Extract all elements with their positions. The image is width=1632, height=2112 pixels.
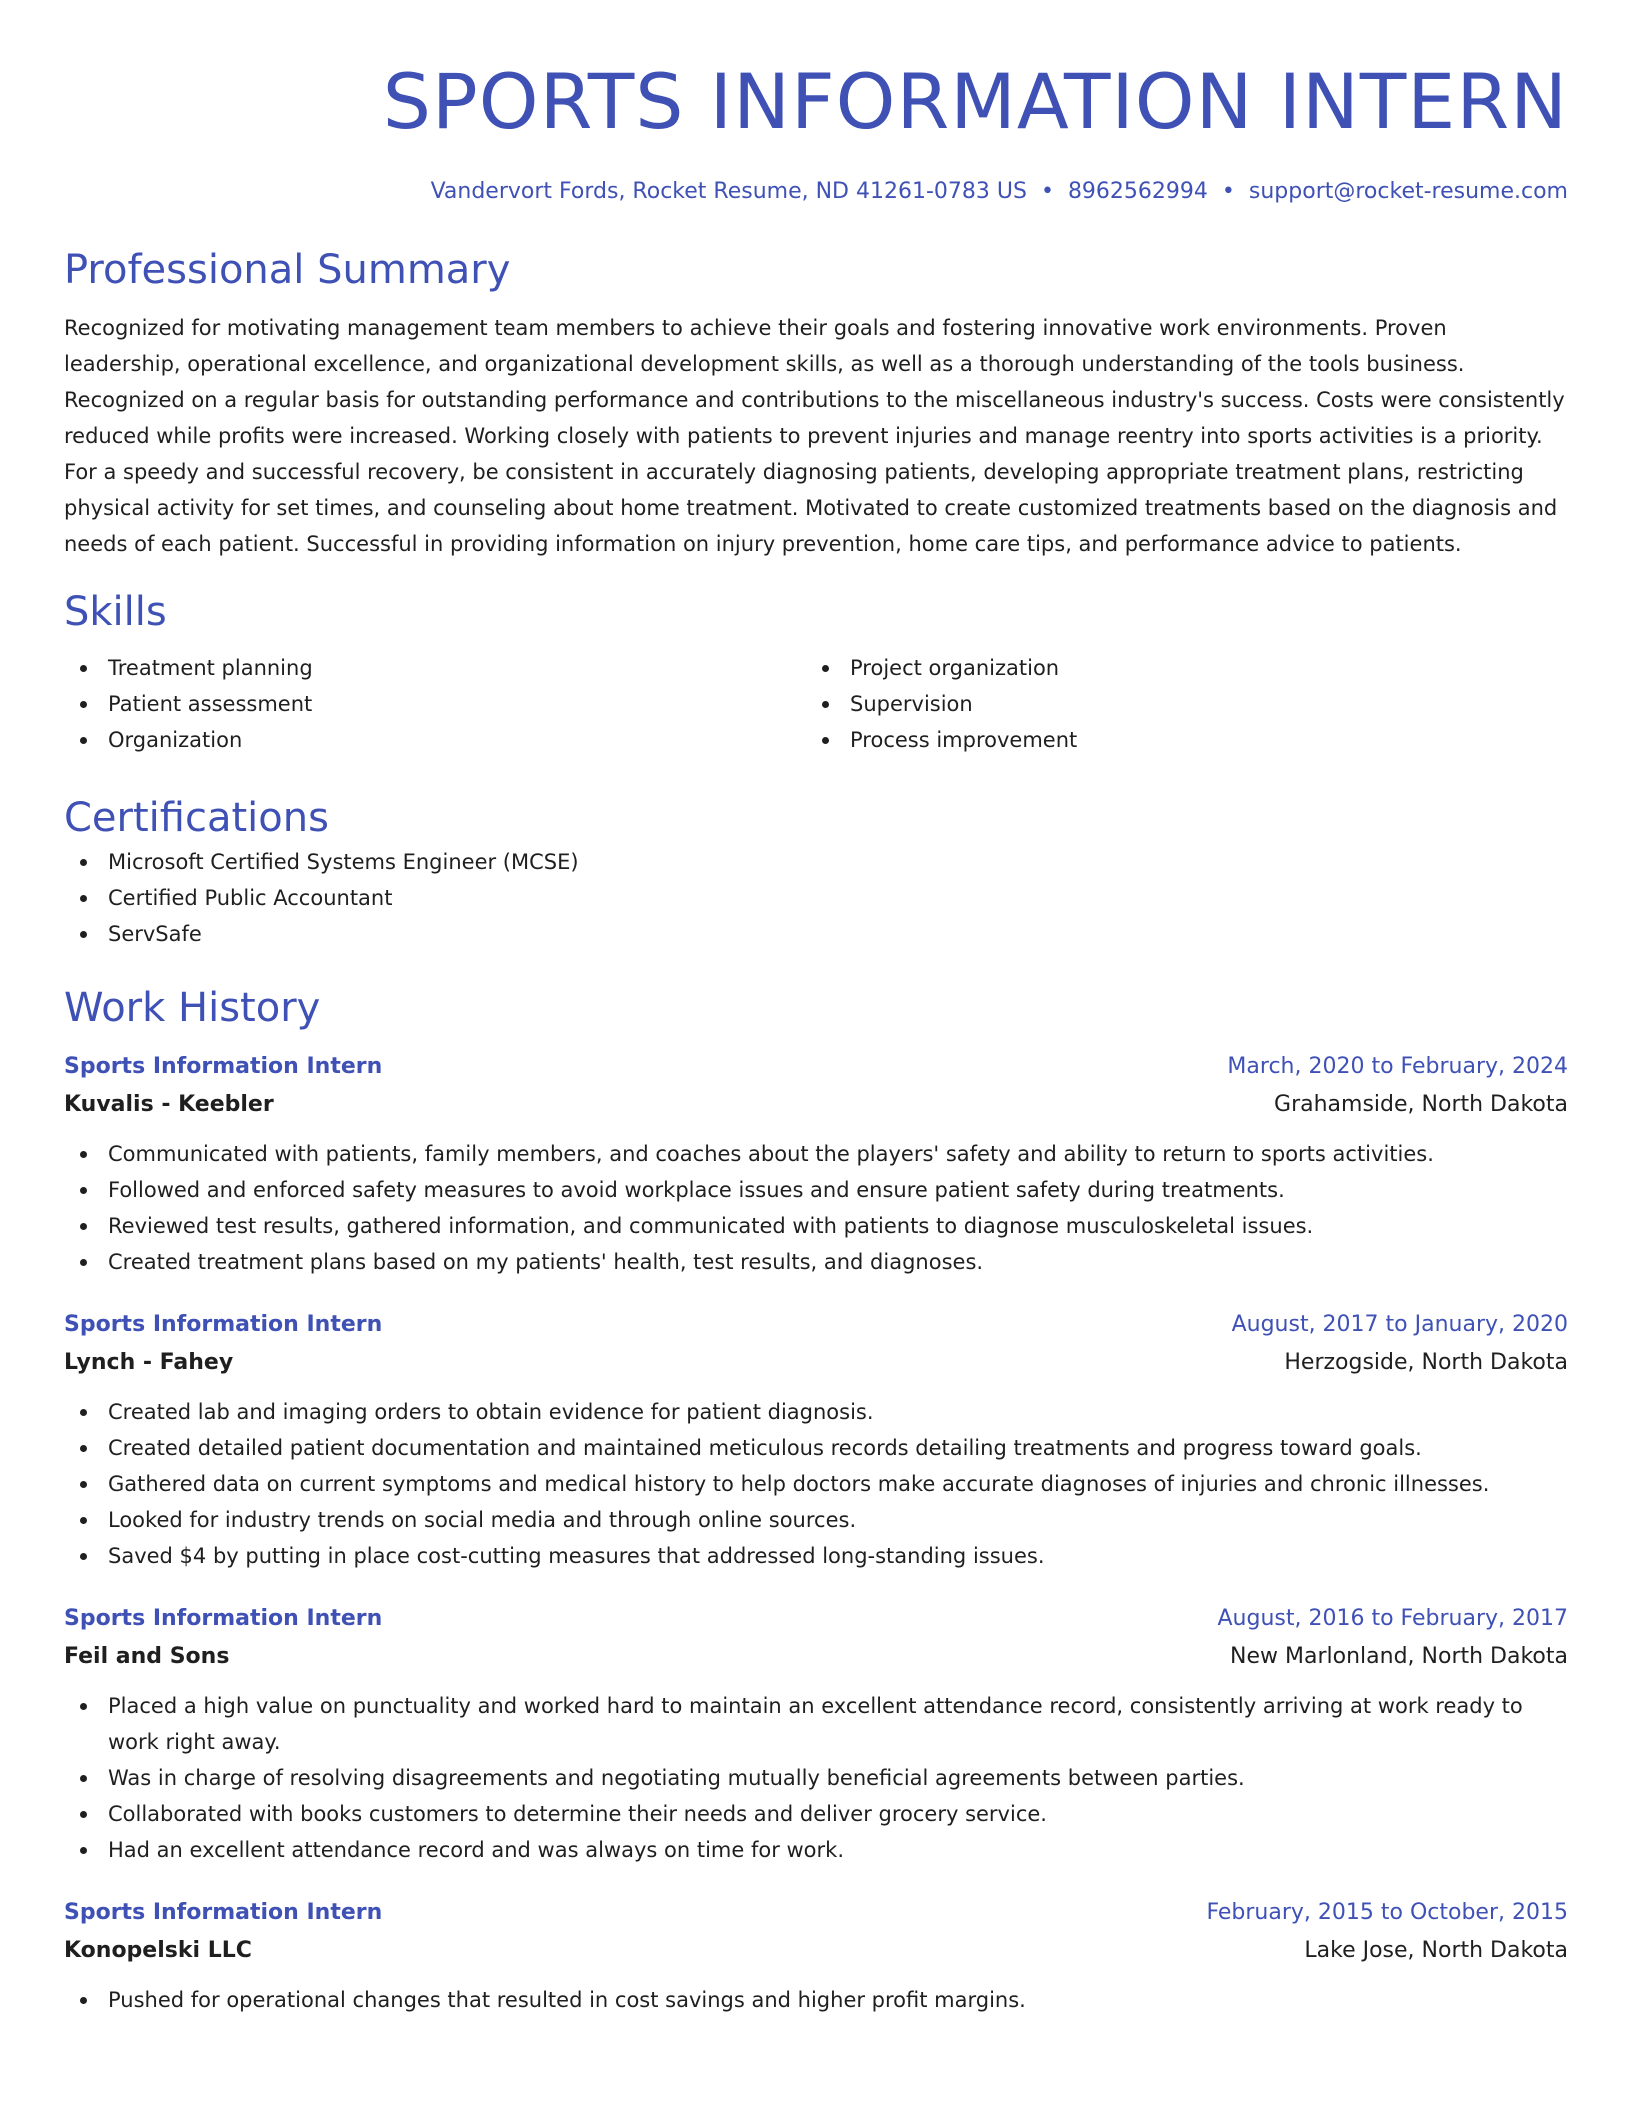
job-duty-item: Communicated with patients, family members, and coaches about the players' safety and ability to return to sports activities. — [64, 1136, 1568, 1172]
section-title-summary: Professional Summary — [64, 247, 511, 293]
summary-text: Recognized for motivating management team members to achieve their goals and fostering innovative work environments. Proven leadership, operational excellence, and organizational development skills, as well as a thorough understanding of the tools business. Recognized on a regular basis for outstanding performance and contributions to the miscellaneous industry's success. Costs were consistently reduced while profits were increased. Working closely with patients to prevent injuries and manage reentry into sports activities is a priority. For a speedy and successful recovery, be consistent in accurately diagnosing patients, developing appropriate treatment plans, restricting physical activity for set times, and counseling about home treatment. Motivated to create customized treatments based on the diagnosis and needs of each patient. Successful in providing information on injury prevention, home care tips, and performance advice to patients. — [64, 316, 1565, 556]
job-duties — [64, 1394, 1568, 1574]
section-title-work-history: Work History — [64, 985, 321, 1031]
job-duty-item: Pushed for operational changes that resulted in cost savings and higher profit margins. — [64, 1982, 1568, 2018]
job-location: New Marlonland, North Dakota — [1230, 1644, 1568, 1669]
contact-phone: 8962562994 — [1067, 179, 1208, 204]
contact-address: Vandervort Fords, Rocket Resume, ND 41261-0783 US — [430, 179, 1027, 204]
job-duty-item: Followed and enforced safety measures to avoid workplace issues and ensure patient safety during treatments. — [64, 1172, 1568, 1208]
job-company: Lynch - Fahey — [64, 1350, 234, 1375]
certification-item: ServSafe — [64, 916, 1568, 952]
job-duties — [64, 1688, 1568, 1868]
contact-separator: • — [1040, 179, 1054, 204]
skill-item: Treatment planning — [64, 650, 806, 686]
job-header-row — [64, 1894, 1568, 1932]
job-dates: February, 2015 to October, 2015 — [1206, 1900, 1568, 1925]
job-header-row — [64, 1048, 1568, 1086]
contact-line — [64, 176, 1568, 208]
skill-item: Process improvement — [806, 722, 1548, 758]
job-location: Herzogside, North Dakota — [1284, 1350, 1568, 1375]
skill-item: Patient assessment — [64, 686, 806, 722]
skills-column-right — [806, 650, 1548, 758]
job-title: Sports Information Intern — [64, 1606, 383, 1631]
certification-item: Microsoft Certified Systems Engineer (MCSE) — [64, 844, 1568, 880]
skill-item: Supervision — [806, 686, 1548, 722]
job-entry — [64, 1048, 1568, 1280]
section-title-skills: Skills — [64, 589, 167, 635]
job-header-row — [64, 1306, 1568, 1344]
resume-header — [64, 52, 1568, 208]
job-dates: August, 2017 to January, 2020 — [1231, 1312, 1568, 1337]
job-duty-item: Created detailed patient documentation and maintained meticulous records detailing treatments and progress toward goals. — [64, 1430, 1568, 1466]
job-company-row — [64, 1086, 1568, 1124]
section-title-certifications: Certifications — [64, 795, 329, 841]
job-duty-item: Saved $4 by putting in place cost-cutting measures that addressed long-standing issues. — [64, 1538, 1568, 1574]
job-duty-item: Had an excellent attendance record and was always on time for work. — [64, 1832, 1568, 1868]
job-duty-item: Reviewed test results, gathered information, and communicated with patients to diagnose musculoskeletal issues. — [64, 1208, 1568, 1244]
skill-item: Organization — [64, 722, 806, 758]
work-history-list — [64, 1048, 1568, 2018]
job-duties — [64, 1982, 1568, 2018]
job-duty-item: Looked for industry trends on social media and through online sources. — [64, 1502, 1568, 1538]
skills-column-left — [64, 650, 806, 758]
job-company-row — [64, 1638, 1568, 1676]
job-duties — [64, 1136, 1568, 1280]
skill-item: Project organization — [806, 650, 1548, 686]
certification-item: Certified Public Accountant — [64, 880, 1568, 916]
job-title: Sports Information Intern — [64, 1900, 383, 1925]
job-entry — [64, 1306, 1568, 1574]
job-dates: August, 2016 to February, 2017 — [1217, 1606, 1568, 1631]
job-title: Sports Information Intern — [64, 1312, 383, 1337]
job-duty-item: Created treatment plans based on my patients' health, test results, and diagnoses. — [64, 1244, 1568, 1280]
job-title: Sports Information Intern — [64, 1054, 383, 1079]
job-company-row — [64, 1344, 1568, 1382]
contact-separator: • — [1221, 179, 1235, 204]
job-location: Lake Jose, North Dakota — [1304, 1938, 1568, 1963]
job-entry — [64, 1894, 1568, 2018]
job-dates: March, 2020 to February, 2024 — [1227, 1054, 1568, 1079]
job-duty-item: Placed a high value on punctuality and worked hard to maintain an excellent attendance record, consistently arriving at work ready to work right away. — [64, 1688, 1568, 1760]
job-company: Kuvalis - Keebler — [64, 1092, 274, 1117]
candidate-name: SPORTS INFORMATION INTERN — [382, 57, 1568, 146]
certifications-list — [64, 844, 1568, 952]
job-entry — [64, 1600, 1568, 1868]
job-location: Grahamside, North Dakota — [1274, 1092, 1568, 1117]
job-duty-item: Gathered data on current symptoms and medical history to help doctors make accurate diagnoses of injuries and chronic illnesses. — [64, 1466, 1568, 1502]
job-duty-item: Created lab and imaging orders to obtain evidence for patient diagnosis. — [64, 1394, 1568, 1430]
skills-list — [64, 650, 1568, 758]
job-duty-item: Collaborated with books customers to determine their needs and deliver grocery service. — [64, 1796, 1568, 1832]
job-company: Konopelski LLC — [64, 1938, 252, 1963]
contact-email: support@rocket-resume.com — [1248, 179, 1568, 204]
job-company: Feil and Sons — [64, 1644, 230, 1669]
job-header-row — [64, 1600, 1568, 1638]
job-duty-item: Was in charge of resolving disagreements and negotiating mutually beneficial agreements between parties. — [64, 1760, 1568, 1796]
job-company-row — [64, 1932, 1568, 1970]
